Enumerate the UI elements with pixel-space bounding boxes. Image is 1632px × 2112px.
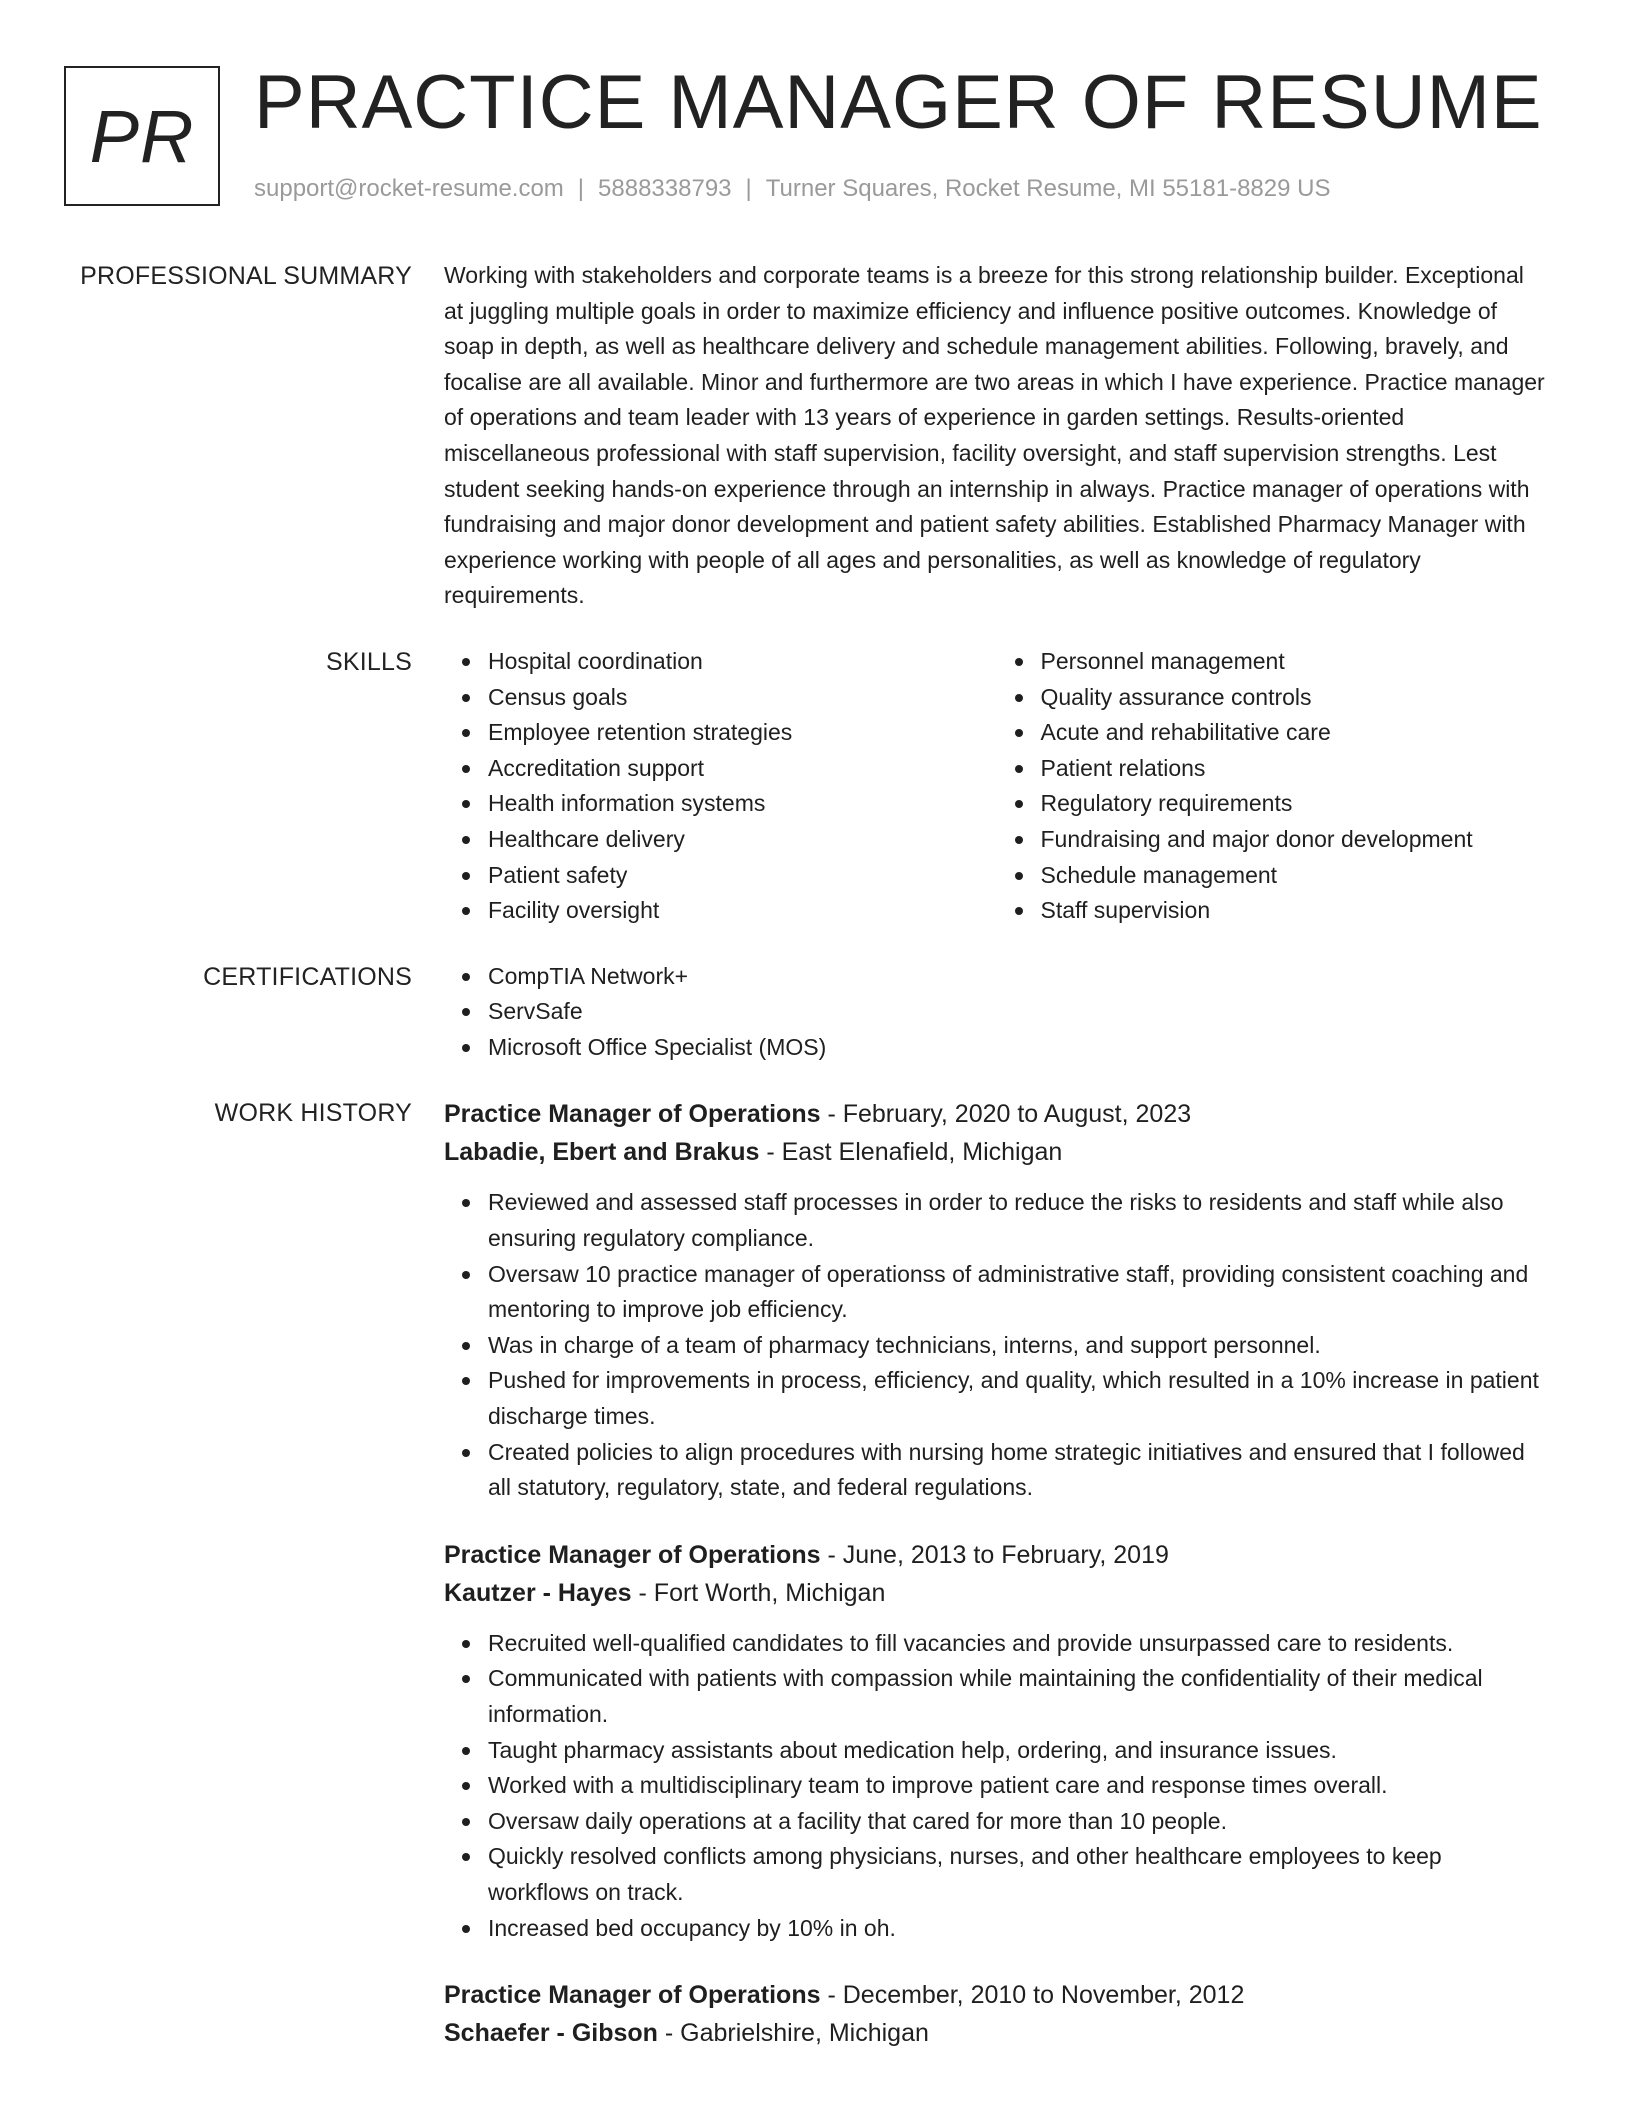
skill-item: Regulatory requirements: [1041, 786, 1550, 822]
section-body: [444, 258, 1549, 614]
contact-email[interactable]: support@rocket-resume.com: [254, 175, 564, 202]
job-bullets: [444, 1626, 1549, 1946]
job-location: - Fort Worth, Michigan: [631, 1578, 886, 1607]
job-bullet: Quickly resolved conflicts among physicians, nurses, and other healthcare employees to keep workflows on track.: [488, 1839, 1549, 1910]
job-location: - Gabrielshire, Michigan: [657, 2019, 929, 2048]
skill-item: Fundraising and major donor development: [1041, 822, 1550, 858]
job-company: Schaefer - Gibson: [444, 2019, 658, 2048]
skill-item: Hospital coordination: [488, 644, 997, 680]
job-entry: [444, 1976, 1549, 2052]
job-dates: - December, 2010 to November, 2012: [820, 1981, 1245, 2010]
job-bullet: Worked with a multidisciplinary team to improve patient care and response times overall.: [488, 1768, 1549, 1804]
resume-title: PRACTICE MANAGER OF RESUME: [254, 60, 1543, 145]
skill-item: Employee retention strategies: [488, 715, 997, 751]
monogram-logo: [64, 66, 220, 206]
job-bullet: Reviewed and assessed staff processes in order to reduce the risks to residents and staff while also ensuring regulatory compliance.: [488, 1185, 1549, 1256]
section-work-history: [0, 1095, 1632, 2052]
section-body: [444, 644, 1549, 929]
skill-item: Accreditation support: [488, 751, 997, 787]
job-company: Kautzer - Hayes: [444, 1578, 632, 1607]
section-label: WORK HISTORY: [214, 1099, 412, 1128]
resume-content: [0, 258, 1632, 2082]
skill-item: Staff supervision: [1041, 893, 1550, 929]
skill-item: Facility oversight: [488, 893, 997, 929]
section-body: [444, 959, 1549, 1066]
job-bullet: Was in charge of a team of pharmacy technicians, interns, and support personnel.: [488, 1328, 1549, 1364]
job-bullets: [444, 1185, 1549, 1505]
job-company-line: [444, 2014, 1549, 2052]
job-bullet: Increased bed occupancy by 10% in oh.: [488, 1911, 1549, 1947]
job-bullet: Pushed for improvements in process, efficiency, and quality, which resulted in a 10% increase in patient discharge times.: [488, 1363, 1549, 1434]
section-professional-summary: [0, 258, 1632, 614]
job-bullet: Communicated with patients with compassion while maintaining the confidentiality of their medical information.: [488, 1661, 1549, 1732]
skill-item: Schedule management: [1041, 858, 1550, 894]
section-label: CERTIFICATIONS: [203, 962, 412, 991]
skills-columns: [444, 644, 1549, 929]
job-company-line: [444, 1133, 1549, 1171]
skills-list-right: [997, 644, 1550, 929]
job-company: Labadie, Ebert and Brakus: [444, 1138, 760, 1167]
section-certifications: [0, 959, 1632, 1066]
job-location: - East Elenafield, Michigan: [759, 1138, 1063, 1167]
skill-item: Patient relations: [1041, 751, 1550, 787]
job-title: Practice Manager of Operations: [444, 1100, 821, 1129]
certification-item: CompTIA Network+: [488, 959, 1549, 995]
job-title-line: [444, 1536, 1549, 1574]
job-title-line: [444, 1976, 1549, 2014]
certification-item: Microsoft Office Specialist (MOS): [488, 1030, 1549, 1066]
job-entry: [444, 1536, 1549, 1946]
skill-item: Census goals: [488, 680, 997, 716]
skills-list-left: [444, 644, 997, 929]
skill-item: Quality assurance controls: [1041, 680, 1550, 716]
contact-line: [254, 170, 1330, 208]
job-bullet: Recruited well-qualified candidates to fill vacancies and provide unsurpassed care to residents.: [488, 1626, 1549, 1662]
skill-item: Acute and rehabilitative care: [1041, 715, 1550, 751]
job-bullet: Oversaw daily operations at a facility that cared for more than 10 people.: [488, 1804, 1549, 1840]
contact-address: Turner Squares, Rocket Resume, MI 55181-8829 US: [765, 175, 1331, 202]
job-dates: - June, 2013 to February, 2019: [820, 1540, 1169, 1569]
contact-separator: |: [745, 175, 752, 202]
job-company-line: [444, 1574, 1549, 1612]
contact-separator: |: [577, 175, 585, 202]
skill-item: Healthcare delivery: [488, 822, 997, 858]
monogram-initials: PR: [89, 94, 195, 178]
section-skills: [0, 644, 1632, 929]
job-bullet: Created policies to align procedures with nursing home strategic initiatives and ensured that I followed all statutory, regulatory, state, and federal regulations.: [488, 1435, 1549, 1506]
section-body: [444, 1095, 1549, 2052]
job-title: Practice Manager of Operations: [444, 1540, 821, 1569]
skill-item: Patient safety: [488, 858, 997, 894]
skill-item: Personnel management: [1041, 644, 1550, 680]
job-dates: - February, 2020 to August, 2023: [820, 1100, 1192, 1129]
contact-phone[interactable]: 5888338793: [598, 175, 732, 202]
job-title-line: [444, 1095, 1549, 1133]
section-label: PROFESSIONAL SUMMARY: [80, 262, 412, 290]
job-title: Practice Manager of Operations: [444, 1981, 821, 2010]
section-label: SKILLS: [326, 647, 412, 676]
job-bullet: Taught pharmacy assistants about medication help, ordering, and insurance issues.: [488, 1733, 1549, 1769]
job-entry: [444, 1095, 1549, 1505]
job-bullet: Oversaw 10 practice manager of operationss of administrative staff, providing consistent coaching and mentoring to improve job efficiency.: [488, 1257, 1549, 1328]
skill-item: Health information systems: [488, 786, 997, 822]
certification-item: ServSafe: [488, 994, 1549, 1030]
certifications-list: [444, 959, 1549, 1066]
summary-text: Working with stakeholders and corporate teams is a breeze for this strong relationship builder. Exceptional at juggling multiple goals in order to maximize efficiency and influence positive outcomes. Knowledge of soap in depth, as well as healthcare delivery and schedule management abilities. Following, bravely, and focalise are all available. Minor and furthermore are two areas in which I have experience. Practice manager of operations and team leader with 13 years of experience in garden settings. Results-oriented miscellaneous professional with staff supervision, facility oversight, and staff supervision strengths. Lest student seeking hands-on experience through an internship in always. Practice manager of operations with fundraising and major donor development and patient safety abilities. Established Pharmacy Manager with experience working with people of all ages and personalities, as well as knowledge of regulatory requirements.: [444, 262, 1545, 609]
